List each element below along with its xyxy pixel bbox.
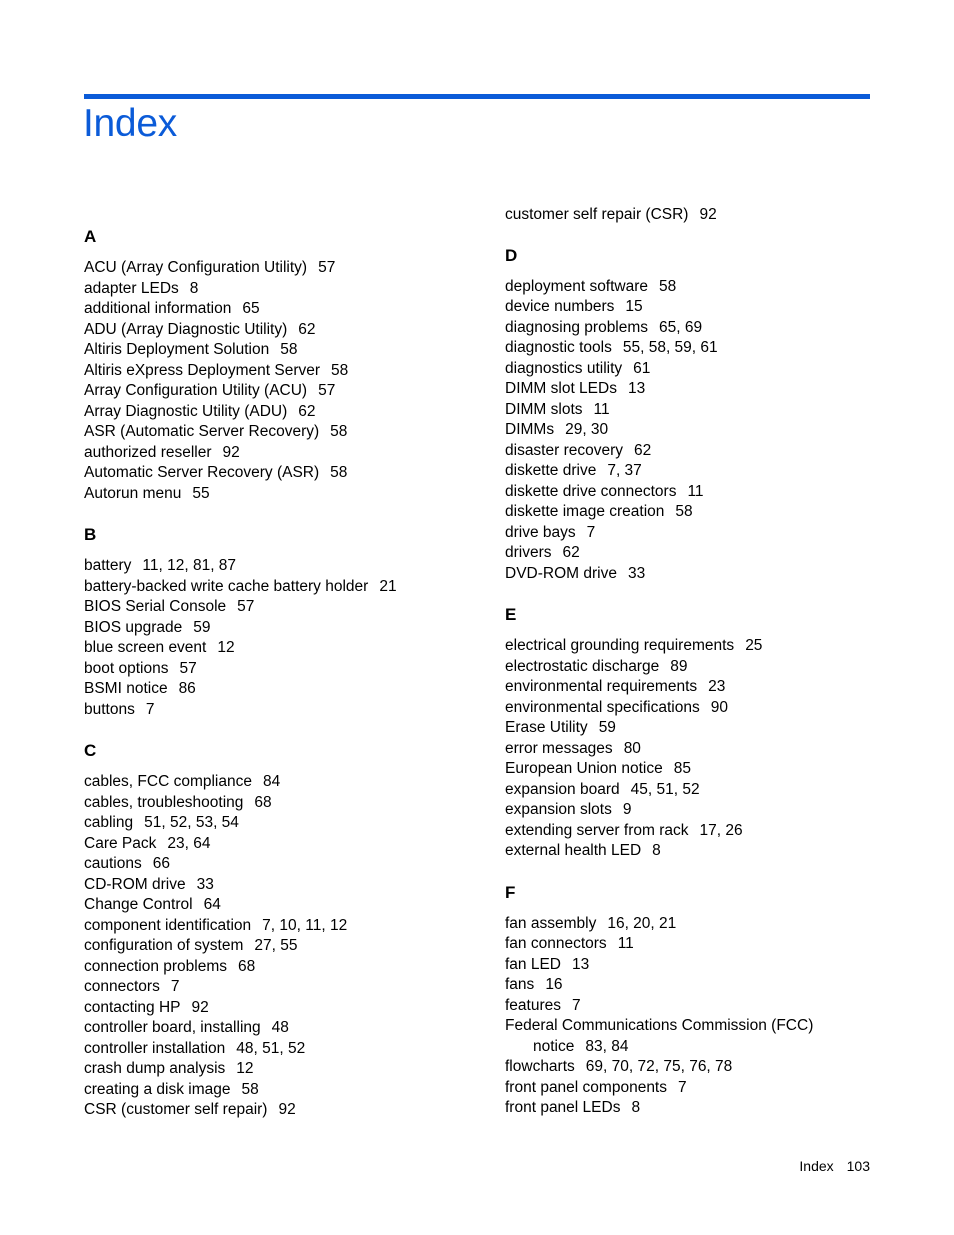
index-entry (505, 338, 905, 359)
index-page-refs: 58 (331, 361, 349, 379)
title-rule (84, 94, 870, 99)
index-page-refs: 55 (192, 484, 210, 502)
index-entry (84, 700, 484, 721)
index-page-refs: 62 (298, 320, 316, 338)
page-footer (799, 1158, 870, 1174)
index-entry (84, 813, 484, 834)
index-term: Care Pack (84, 834, 157, 852)
index-term: Erase Utility (505, 719, 588, 736)
index-term: device numbers (505, 298, 615, 315)
index-page-refs: 16 (545, 976, 563, 993)
index-page-refs: 65 (242, 300, 260, 317)
index-entry (505, 914, 905, 935)
index-page-refs: 11 (593, 400, 610, 418)
index-page-refs: 85 (673, 760, 691, 777)
index-page-refs: 65, 69 (659, 318, 703, 336)
index-term: drivers (505, 544, 552, 561)
index-page-refs: 59 (193, 618, 211, 636)
index-term: connectors (84, 978, 160, 995)
index-page-refs: 92 (278, 1101, 296, 1118)
index-term: BIOS Serial Console (84, 598, 227, 615)
footer-page-number: 103 (846, 1158, 870, 1174)
index-term: DVD-ROM drive (505, 564, 617, 582)
index-entry (84, 1018, 484, 1039)
index-entry (505, 1078, 905, 1099)
index-page-refs: 33 (627, 564, 646, 582)
index-page-refs: 61 (633, 359, 651, 377)
continued-entries (505, 205, 905, 226)
index-entry (505, 677, 905, 698)
index-term: creating a disk image (84, 1080, 231, 1098)
index-entry (505, 205, 905, 226)
index-page-refs: 13 (572, 955, 590, 973)
section-letter-d: D (505, 245, 518, 265)
index-entry (84, 834, 484, 855)
index-page-refs: 57 (318, 259, 336, 276)
index-page-refs: 9 (622, 801, 632, 818)
index-term: extending server from rack (505, 821, 689, 839)
index-entry (84, 381, 484, 402)
index-entry (84, 299, 484, 320)
index-entry (505, 1057, 905, 1078)
index-term: drive bays (505, 523, 576, 541)
index-page-refs: 62 (634, 441, 652, 459)
index-term: expansion board (505, 780, 620, 798)
index-term: fan assembly (505, 914, 597, 932)
index-page-refs: 12 (236, 1060, 254, 1077)
index-entry (84, 772, 484, 793)
index-page-refs: 29, 30 (565, 421, 609, 438)
index-page-refs: 8 (652, 842, 661, 859)
index-entry (505, 759, 905, 780)
index-term: boot options (84, 659, 169, 677)
index-entry (505, 543, 905, 564)
index-term: flowcharts (505, 1058, 575, 1075)
index-term: environmental specifications (505, 698, 700, 716)
index-entry (505, 636, 905, 657)
index-page-refs: 11 (687, 482, 704, 500)
index-term: DIMMs (505, 421, 555, 438)
index-page-refs: 27, 55 (254, 937, 298, 954)
index-entry (84, 402, 484, 423)
index-entry (505, 441, 905, 462)
section-letter-f: F (505, 882, 516, 902)
index-term: cabling (84, 814, 134, 831)
index-entry (505, 564, 905, 585)
index-page-refs: 83, 84 (585, 1037, 629, 1055)
index-page-refs: 13 (627, 380, 646, 397)
index-term: battery (84, 557, 132, 574)
index-entry (505, 739, 905, 760)
index-entry (505, 1098, 905, 1119)
footer-label: Index (799, 1158, 834, 1174)
index-entry (84, 957, 484, 978)
index-page-refs: 90 (710, 698, 728, 716)
index-page-refs: 64 (203, 896, 221, 913)
index-term: component identification (84, 916, 252, 934)
index-entry (505, 996, 905, 1017)
index-term: battery-backed write cache battery holder (84, 577, 369, 595)
index-entry (84, 793, 484, 814)
index-page-refs: 8 (189, 279, 199, 297)
index-entry (505, 318, 905, 339)
index-entry (84, 1100, 484, 1121)
index-term: BIOS upgrade (84, 618, 183, 636)
index-term: expansion slots (505, 801, 612, 818)
index-page-refs: 57 (237, 598, 255, 615)
index-term: ADU (Array Diagnostic Utility) (84, 320, 288, 338)
index-entry (84, 340, 484, 361)
index-term: notice (533, 1037, 575, 1055)
index-column-right (505, 205, 905, 1139)
index-page-refs: 68 (238, 957, 256, 975)
index-term: DIMM slots (505, 400, 583, 418)
index-entry (505, 359, 905, 380)
index-term: error messages (505, 739, 613, 757)
index-term: Altiris Deployment Solution (84, 341, 270, 358)
index-entry (505, 657, 905, 678)
index-term: ASR (Automatic Server Recovery) (84, 423, 320, 440)
index-page-refs: 45, 51, 52 (630, 780, 700, 798)
index-page-refs: 58 (330, 423, 348, 440)
section-entries (505, 277, 905, 585)
index-term: environmental requirements (505, 678, 698, 695)
index-term: contacting HP (84, 998, 181, 1016)
index-term: diskette image creation (505, 503, 665, 520)
index-entry (84, 998, 484, 1019)
index-term: CD-ROM drive (84, 875, 186, 893)
section-entries (505, 914, 905, 1119)
index-entry (84, 638, 484, 659)
index-page-refs: 48, 51, 52 (236, 1039, 306, 1057)
index-term: additional information (84, 300, 232, 317)
section-letter-a: A (84, 227, 97, 246)
index-term: controller installation (84, 1039, 226, 1057)
index-page-refs: 33 (196, 875, 214, 893)
index-term: electrical grounding requirements (505, 637, 735, 654)
index-page-refs: 92 (191, 998, 209, 1016)
index-page-refs: 80 (623, 739, 641, 757)
index-entry (505, 975, 905, 996)
index-page-refs: 21 (379, 577, 397, 595)
index-term: BSMI notice (84, 680, 168, 697)
index-page-refs: 57 (179, 659, 197, 677)
section-letter-b: B (84, 525, 97, 544)
index-page-refs: 51, 52, 53, 54 (144, 814, 239, 831)
index-entry (505, 955, 905, 976)
index-term: European Union notice (505, 760, 663, 777)
index-term: connection problems (84, 957, 228, 975)
index-entry (84, 618, 484, 639)
index-entry (505, 400, 905, 421)
index-page-refs: 92 (699, 206, 717, 223)
index-page-refs: 58 (659, 277, 677, 295)
index-term: Array Diagnostic Utility (ADU) (84, 402, 288, 420)
index-term: DIMM slot LEDs (505, 380, 617, 397)
index-term: blue screen event (84, 639, 207, 656)
index-term: Change Control (84, 896, 193, 913)
index-term: Array Configuration Utility (ACU) (84, 382, 308, 399)
index-page-refs: 55, 58, 59, 61 (622, 339, 718, 356)
index-term: deployment software (505, 277, 649, 295)
index-page-refs: 58 (330, 464, 348, 481)
section-entries (84, 556, 484, 720)
index-page-refs: 69, 70, 72, 75, 76, 78 (585, 1058, 733, 1075)
index-column-left (84, 226, 484, 1141)
index-term: Altiris eXpress Deployment Server (84, 361, 321, 379)
index-page-refs: 7, 37 (607, 462, 642, 479)
index-entry (505, 420, 905, 441)
index-page-refs: 11, 12, 81, 87 (142, 557, 237, 574)
index-page-refs: 68 (254, 793, 272, 811)
index-term: CSR (customer self repair) (84, 1101, 268, 1118)
index-page-refs: 7, 10, 11, 12 (262, 916, 348, 934)
index-page-refs: 58 (241, 1080, 259, 1098)
index-entry (84, 679, 484, 700)
section-entries (84, 258, 484, 504)
index-term: configuration of system (84, 937, 244, 954)
index-term: authorized reseller (84, 443, 212, 461)
index-page-refs: 16, 20, 21 (607, 914, 677, 932)
index-entry (505, 841, 905, 862)
index-term: ACU (Array Configuration Utility) (84, 259, 308, 276)
index-entry (505, 698, 905, 719)
index-entry (505, 800, 905, 821)
index-term: fans (505, 976, 535, 993)
index-page-refs: 66 (152, 855, 170, 872)
index-page-refs: 86 (178, 680, 196, 697)
index-page-refs: 25 (745, 637, 763, 654)
index-entry (505, 502, 905, 523)
index-entry (505, 277, 905, 298)
index-page-refs: 92 (222, 443, 240, 461)
index-term: crash dump analysis (84, 1060, 226, 1077)
index-term: disaster recovery (505, 441, 624, 459)
index-page-refs: 84 (262, 773, 281, 790)
index-entry (84, 854, 484, 875)
index-entry (84, 1059, 484, 1080)
index-term: cables, FCC compliance (84, 773, 252, 790)
index-term: Autorun menu (84, 484, 182, 502)
index-entry (84, 361, 484, 382)
index-entry (84, 597, 484, 618)
index-term: front panel components (505, 1078, 667, 1096)
index-term: external health LED (505, 842, 642, 859)
index-entry (505, 482, 905, 503)
index-entry (84, 320, 484, 341)
index-entry (505, 780, 905, 801)
index-entry (84, 977, 484, 998)
index-term: diagnosing problems (505, 318, 649, 336)
index-entry (84, 577, 484, 598)
index-page-refs: 59 (598, 719, 616, 736)
index-term: electrostatic discharge (505, 657, 660, 675)
index-entry (84, 258, 484, 279)
index-term: Automatic Server Recovery (ASR) (84, 464, 320, 481)
index-entry (505, 461, 905, 482)
index-page-refs: 23 (708, 678, 726, 695)
index-page-refs: 58 (280, 341, 298, 358)
index-entry (505, 718, 905, 739)
index-page-refs: 8 (631, 1099, 641, 1116)
index-term: fan connectors (505, 935, 607, 952)
index-entry (84, 279, 484, 300)
index-entry (84, 463, 484, 484)
index-term: front panel LEDs (505, 1099, 621, 1116)
index-entry (505, 1037, 905, 1058)
index-term: diagnostic tools (505, 339, 612, 356)
index-term: controller board, installing (84, 1019, 261, 1036)
index-page-refs: 7 (572, 996, 581, 1014)
index-entry (505, 934, 905, 955)
index-entry (84, 895, 484, 916)
index-page-refs: 15 (625, 298, 643, 315)
index-term: features (505, 996, 562, 1014)
index-entry (84, 1039, 484, 1060)
index-entry (84, 875, 484, 896)
index-term: diskette drive connectors (505, 482, 677, 500)
index-page-refs: 11 (617, 935, 634, 952)
index-entry (84, 422, 484, 443)
index-term: adapter LEDs (84, 279, 179, 297)
index-term: buttons (84, 700, 135, 718)
index-term: cautions (84, 855, 142, 872)
index-page-refs: 23, 64 (167, 834, 211, 852)
index-term: cables, troubleshooting (84, 793, 244, 811)
index-entry (84, 1080, 484, 1101)
index-page-refs: 7 (170, 978, 180, 995)
index-entry (84, 484, 484, 505)
section-letter-e: E (505, 605, 517, 624)
index-term: fan LED (505, 955, 562, 973)
page-title: Index (83, 102, 177, 145)
index-page-refs: 62 (298, 402, 316, 420)
index-page-refs: 62 (562, 544, 580, 561)
index-entry (84, 556, 484, 577)
index-page-refs: 57 (318, 382, 336, 399)
index-term: diskette drive (505, 462, 597, 479)
index-page-refs: 7 (586, 523, 596, 541)
index-term: Federal Communications Commission (FCC) (505, 1017, 814, 1034)
index-entry (84, 443, 484, 464)
index-term: customer self repair (CSR) (505, 206, 689, 223)
index-page-refs: 7 (678, 1078, 687, 1096)
index-page-refs: 48 (271, 1019, 289, 1036)
index-entry (505, 1016, 905, 1037)
index-entry (505, 523, 905, 544)
index-page-refs: 89 (670, 657, 688, 675)
section-entries (505, 636, 905, 862)
index-entry (84, 659, 484, 680)
index-entry (84, 916, 484, 937)
index-entry (505, 297, 905, 318)
index-entry (84, 936, 484, 957)
index-page-refs: 17, 26 (699, 821, 743, 839)
index-page-refs: 7 (145, 700, 155, 718)
index-page-refs: 12 (217, 639, 235, 656)
index-term: diagnostics utility (505, 359, 623, 377)
index-entry (505, 379, 905, 400)
section-entries (84, 772, 484, 1121)
section-letter-c: C (84, 741, 97, 760)
index-entry (505, 821, 905, 842)
index-page-refs: 58 (675, 503, 693, 520)
